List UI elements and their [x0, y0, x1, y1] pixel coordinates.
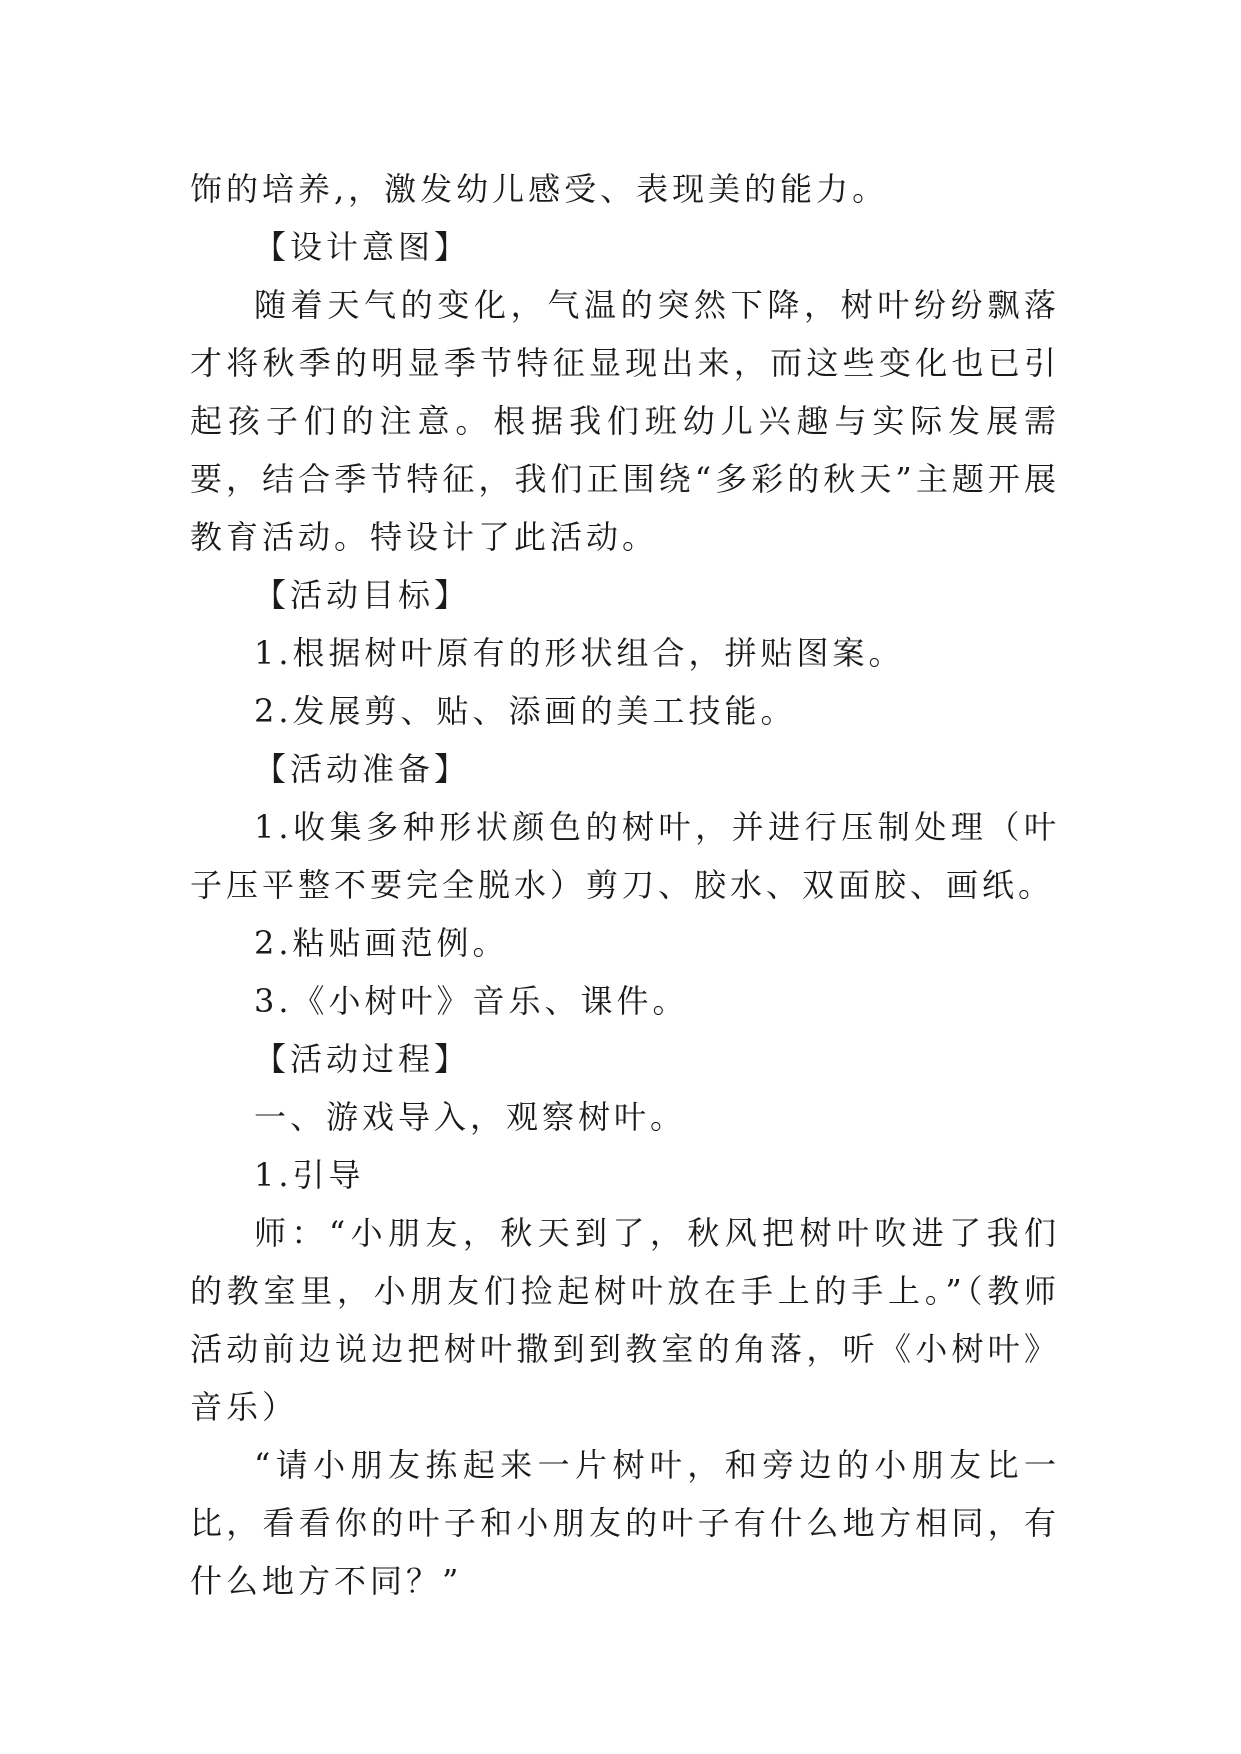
process-substep-guide: 1.引导 — [254, 1156, 365, 1194]
document-body — [190, 160, 1060, 1610]
teacher-dialogue-2: “请小朋友拣起来一片树叶，和旁边的小朋友比一比，看看你的叶子和小朋友的叶子有什么地方相同，有什么地方不同？” — [190, 1446, 1060, 1600]
preparation-item-1: 1.收集多种形状颜色的树叶，并进行压制处理（叶子压平整不要完全脱水）剪刀、胶水、双面胶、画纸。 — [190, 808, 1060, 904]
paragraph-design-intent: 随着天气的变化，气温的突然下降，树叶纷纷飘落才将秋季的明显季节特征显现出来，而这些变化也已引起孩子们的注意。根据我们班幼儿兴趣与实际发展需要，结合季节特征，我们正围绕“多彩的秋天”主题开展教育活动。特设计了此活动。 — [190, 286, 1060, 556]
heading-activity-goals: 【活动目标】 — [254, 576, 471, 614]
heading-activity-process: 【活动过程】 — [254, 1040, 471, 1078]
goal-item-2: 2.发展剪、贴、添画的美工技能。 — [254, 692, 797, 730]
preparation-item-2: 2.粘贴画范例。 — [254, 924, 509, 962]
goal-item-1: 1.根据树叶原有的形状组合，拼贴图案。 — [254, 634, 905, 672]
paragraph-intro-continuation: 饰的培养,，激发幼儿感受、表现美的能力。 — [190, 170, 889, 208]
process-step-1: 一、游戏导入，观察树叶。 — [254, 1098, 687, 1136]
teacher-dialogue-1: 师：“小朋友，秋天到了，秋风把树叶吹进了我们的教室里，小朋友们捡起树叶放在手上的手上。”（教师活动前边说边把树叶撒到到教室的角落，听《小树叶》音乐） — [190, 1214, 1060, 1426]
heading-design-intent: 【设计意图】 — [254, 228, 471, 266]
heading-activity-preparation: 【活动准备】 — [254, 750, 471, 788]
preparation-item-3: 3.《小树叶》音乐、课件。 — [254, 982, 689, 1020]
